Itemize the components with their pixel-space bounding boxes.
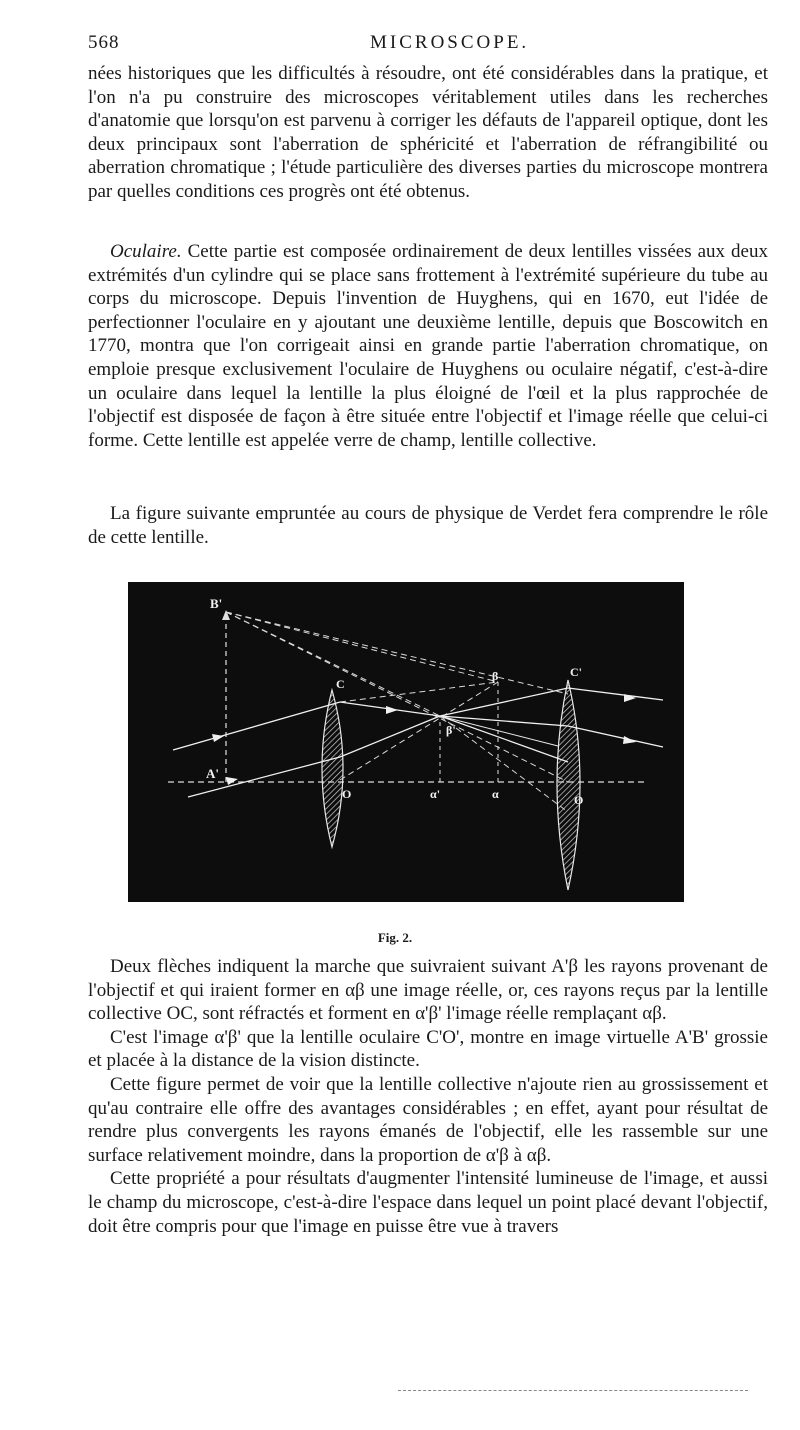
ray-4 xyxy=(568,726,663,747)
figure-intro-block xyxy=(88,502,768,549)
label-beta-prime: β' xyxy=(446,723,456,737)
eye-lens xyxy=(557,680,580,890)
label-O: O xyxy=(342,787,352,801)
running-title: MICROSCOPE. xyxy=(370,32,530,53)
oculaire-text: Cette partie est composée ordinairement de deux lentilles vissées aux deux extrémités d'un cylindre qui se place sans frottement à l'extrémité supérieure du tube au corps du microscope. Depuis l'invention de Huyghens, qui en 1670, eut l'idée de perfectionner l'oculaire en y ajoutant une deuxième lentille, depuis que Boscowitch en 1770, montra que l'on corrigeait ainsi en grande partie l'aberration chromatique, on emploie presque exclusivement l'oculaire de Huyghens ou oculaire négatif, c'est-à-dire un oculaire dans lequel la lentille la plus éloigné de l'œil et la plus rapprochée de l'objectif est disposée de façon à être située entre l'objectif et l'image réelle que celui-ci forme. Cette lentille est appelée verre de champ, lentille collective. xyxy=(88,241,768,451)
collective-lens xyxy=(322,690,343,847)
intro-block xyxy=(88,62,768,204)
construction-line-6 xyxy=(340,682,498,780)
construction-line-3 xyxy=(226,612,568,694)
optics-figure xyxy=(128,582,684,902)
oculaire-paragraph xyxy=(88,240,768,452)
ray-6 xyxy=(340,716,440,757)
body-paragraph-2: C'est l'image α'β' que la lentille oculaire C'O', montre en image virtuelle A'B' grossie et placée à la distance de la vision distincte. xyxy=(88,1026,768,1072)
label-alpha-prime: α' xyxy=(430,787,441,801)
label-alpha: α xyxy=(492,787,499,801)
virtual-image-arrowhead xyxy=(222,610,230,620)
construction-line-5 xyxy=(340,682,498,702)
footer-rule xyxy=(398,1390,748,1391)
ray-8 xyxy=(568,688,663,700)
body-paragraph-3: Cette figure permet de voir que la lentille collective n'ajoute rien au grossissement et qu'au contraire elle offre des avantages considérables ; en effet, ayant pour résultat de rendre plus convergents les rayons émanés de l'objectif, elle les rassemble sur une surface relativement moindre, dans la proportion de α'β à αβ. xyxy=(88,1073,768,1166)
page-header xyxy=(88,32,760,56)
ray-9 xyxy=(440,716,568,762)
ray-1 xyxy=(173,702,340,750)
label-O-prime: O xyxy=(574,793,584,807)
oculaire-lead: Oculaire. xyxy=(110,241,182,262)
label-C: C xyxy=(336,677,345,691)
label-beta: β xyxy=(492,669,499,683)
body-paragraph-4: Cette propriété a pour résultats d'augmenter l'intensité lumineuse de l'image, et aussi le champ du microscope, c'est-à-dire l'espace dans lequel un point placé devant l'objectif, doit être compris pour que l'image en puisse être vue à travers xyxy=(88,1168,768,1237)
ray-7 xyxy=(440,688,568,716)
intro-paragraph: nées historiques que les difficultés à résoudre, ont été considérables dans la pratique, et l'on n'a pu construire des microscopes véritablement utiles dans les recherches d'anatomie que lorsqu'on est parvenu à corriger les défauts de l'appareil optique, dont les deux principaux sont l'aberration de sphéricité et l'aberration de réfrangibilité ou aberration chromatique ; l'étude particulière des diverses parties du microscope montrera par quelles conditions ces progrès ont été obtenus. xyxy=(88,63,768,202)
ray-arrow-3 xyxy=(386,706,398,714)
label-C-prime: C' xyxy=(570,665,582,679)
figure-caption-text: Fig. 2. xyxy=(377,930,413,945)
oculaire-block xyxy=(88,240,768,452)
label-B-prime: B' xyxy=(210,596,223,611)
construction-line-4 xyxy=(226,612,568,782)
optics-diagram xyxy=(128,582,684,902)
page-number: 568 xyxy=(88,32,120,53)
figure-intro-paragraph: La figure suivante empruntée au cours de physique de Verdet fera comprendre le rôle de cette lentille. xyxy=(88,503,768,548)
body-paragraph-1: Deux flèches indiquent la marche que suivraient suivant A'β les rayons provenant de l'objectif et qui iraient former en αβ une image réelle, or, ces rayons reçus par la lentille collective OC, sont réfractés et forment en α'β' l'image réelle remplaçant αβ. xyxy=(88,956,768,1025)
construction-line-7 xyxy=(440,716,568,812)
figure-caption xyxy=(0,930,800,946)
body-block xyxy=(88,955,768,1238)
construction-line-1 xyxy=(226,612,498,682)
label-A-prime: A' xyxy=(206,766,219,781)
